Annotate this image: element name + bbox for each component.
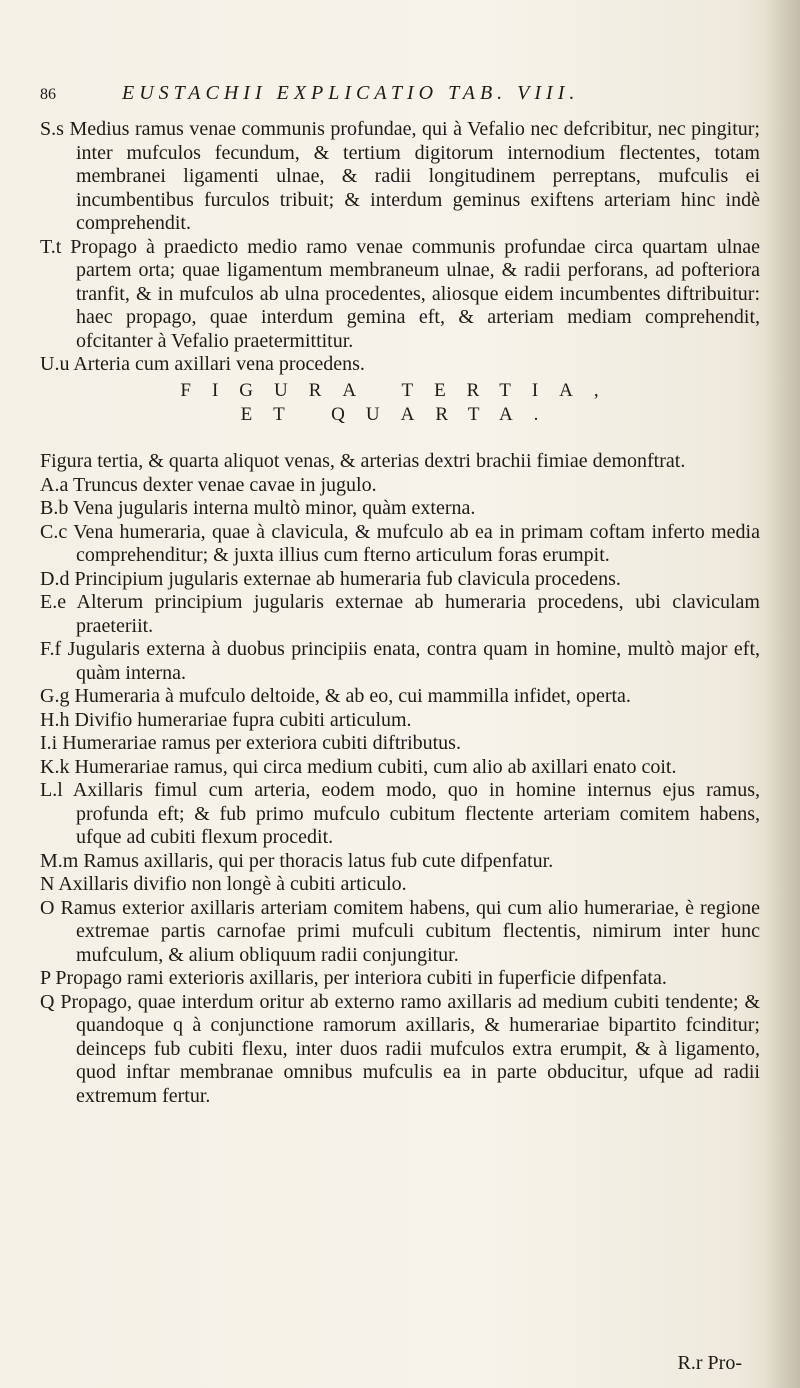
entry-text: Humeraria à mufculo deltoide, & ab eo, cui mammilla infidet, operta. <box>74 685 631 707</box>
entry-key: G.g <box>40 685 70 707</box>
entry-text: Divifio humerariae fupra cubiti articulum. <box>74 708 412 731</box>
entry-key: U.u <box>40 353 70 375</box>
entry-key: P <box>40 967 51 989</box>
entry-text: Vena jugularis interna multò minor, quàm externa. <box>72 497 476 519</box>
text-block-figure-legend <box>40 450 760 1108</box>
entry-key: M.m <box>40 849 79 872</box>
entry-key: N <box>40 873 55 895</box>
legend-entry <box>40 568 760 592</box>
entry-key: B.b <box>40 497 69 519</box>
legend-entry <box>40 685 760 709</box>
entry-text: tertia, & quarta aliquot venas, & arterias dextri brachii fimiae demonftrat. <box>97 450 686 472</box>
legend-entry <box>40 450 760 474</box>
section-heading-line-2: ET QUARTA. <box>240 404 560 425</box>
catchword: R.r Pro- <box>677 1352 742 1374</box>
entry-key: Figura <box>40 450 93 472</box>
page-edge-shadow <box>764 0 800 1388</box>
legend-entry <box>40 474 760 498</box>
entry-key: K.k <box>40 755 70 778</box>
entry-text: Propago à praedicto medio ramo venae communis profundae circa quartam ulnae partem orta; quae ligamentum membraneum ulnae, & radii perforans, ad pofteriora tranfit, & in mufculos ab ulna procedentes, aliosque eidem incumbentes diftribuitur: haec propago, quae interdum gemina eft, & arteriam mediam comprehendit, ofcitanter à Vefalio praetermittitur. <box>70 235 761 352</box>
legend-entry <box>40 353 760 377</box>
legend-entry <box>40 497 760 521</box>
entry-key: A.a <box>40 473 69 496</box>
entry-text: Propago rami exterioris axillaris, per interiora cubiti in fuperficie difpenfata. <box>55 967 667 989</box>
legend-entry <box>40 873 760 897</box>
legend-entry <box>40 591 760 638</box>
entry-key: O <box>40 896 55 919</box>
entry-text: Principium jugularis externae ab humeraria fub clavicula procedens. <box>74 567 621 590</box>
entry-key: F.f <box>40 638 62 660</box>
entry-text: Axillaris divifio non longè à cubiti articulo. <box>58 873 407 895</box>
legend-entry <box>40 236 760 354</box>
legend-entry <box>40 732 760 756</box>
running-head <box>40 82 760 110</box>
entry-text: Ramus axillaris, qui per thoracis latus fub cute difpenfatur. <box>83 849 554 872</box>
entry-text: Vena humeraria, quae à clavicula, & mufculo ab ea in primam coftam inferto media comprehenditur; & juxta illius cum fterno articulum foras erumpit. <box>73 520 760 566</box>
legend-entry <box>40 991 760 1109</box>
entry-text: Arteria cum axillari vena procedens. <box>73 353 365 375</box>
entry-key: C.c <box>40 520 68 543</box>
entry-key: T.t <box>40 235 62 258</box>
legend-entry <box>40 521 760 568</box>
entry-key: L.l <box>40 779 63 801</box>
legend-entry <box>40 897 760 968</box>
legend-entry <box>40 967 760 991</box>
legend-entry <box>40 118 760 236</box>
legend-entry <box>40 638 760 685</box>
legend-entry <box>40 779 760 850</box>
entry-key: E.e <box>40 591 67 613</box>
entry-text: Axillaris fimul cum arteria, eodem modo, quo in homine internus ejus ramus, profunda eft; & fub primo mufculo cubitum flectente arteriam comitem habens, ufque ad cubiti flexum procedit. <box>72 779 760 848</box>
entry-text: Truncus dexter venae cavae in jugulo. <box>72 473 377 496</box>
legend-entry <box>40 709 760 733</box>
entry-key: H.h <box>40 708 70 731</box>
entry-text: Humerariae ramus, qui circa medium cubiti, cum alio ab axillari enato coit. <box>74 755 677 778</box>
entry-key: I.i <box>40 732 58 754</box>
entry-key: D.d <box>40 567 70 590</box>
section-heading-line-1: FIGURA TERTIA, <box>180 380 620 401</box>
running-title: EUSTACHII EXPLICATIO TAB. VIII. <box>122 82 580 104</box>
legend-entry <box>40 850 760 874</box>
entry-text: Medius ramus venae communis profundae, qui à Vefalio nec defcribitur, nec pingitur; inter mufculos fecundum, & tertium digitorum internodium flectentes, totam membranei ligamenti ulnae, & radii longitudinem perreptans, mufculis ei incumbentibus furculos tribuit; & interdum geminus exiftens arteriam hinc indè comprehendit. <box>69 118 760 234</box>
text-block-vena-descriptions <box>40 118 760 377</box>
entry-text: Humerariae ramus per exteriora cubiti diftributus. <box>62 732 461 754</box>
page-number: 86 <box>40 86 56 103</box>
entry-text: Ramus exterior axillaris arteriam comitem habens, qui cum alio humerariae, è regione extremae partis carnofae primi mufculi cubitum flectentis, nimirum inter hunc mufculum, & alium obliquum radii conjungitur. <box>60 896 761 966</box>
entry-text: Jugularis externa à duobus principiis enata, contra quam in homine, multò major eft, quàm interna. <box>67 638 761 684</box>
legend-entry <box>40 756 760 780</box>
entry-text: Alterum principium jugularis externae ab humeraria procedens, ubi claviculam praeteriit. <box>76 591 760 637</box>
entry-key: Q <box>40 990 55 1013</box>
entry-text: Propago, quae interdum oritur ab externo ramo axillaris ad medium cubiti tendente; & quandoque q à conjunctione ramorum axillaris, & humerariae bipartito fcinditur; deinceps fub cubiti flexu, inter duos radii mufculos extra erumpit, & à ligamento, quod inftar membranae omnibus mufculis ea in parte obducitur, ufque ad radii extremum fertur. <box>60 990 761 1107</box>
entry-key: S.s <box>40 118 64 140</box>
